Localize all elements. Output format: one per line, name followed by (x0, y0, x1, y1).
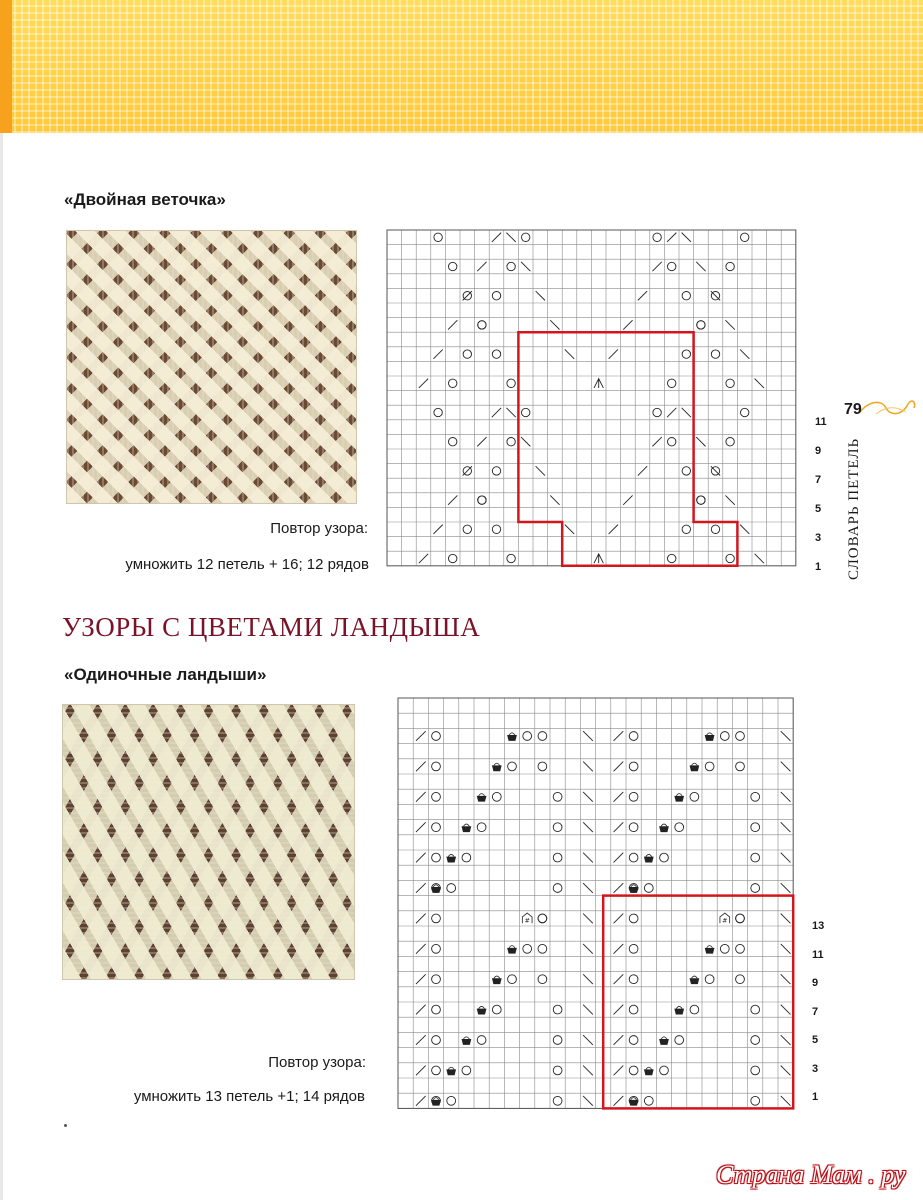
top-band-orange-edge (0, 0, 12, 133)
swirl-ornament-icon (856, 396, 918, 418)
yo-stitch-symbol (736, 762, 745, 771)
yo-stitch-symbol (629, 762, 638, 771)
ssk-stitch-symbol (583, 1066, 593, 1076)
k2tog-stitch-symbol (492, 233, 501, 242)
yo-stitch-symbol (726, 379, 734, 387)
yo-stitch-symbol (523, 944, 532, 953)
yo-stitch-symbol (667, 554, 675, 562)
yo-stitch-symbol (521, 408, 529, 416)
yo-stitch-symbol (434, 408, 442, 416)
yo-stitch-symbol (690, 792, 699, 801)
yo-stitch-symbol (629, 944, 638, 953)
yo-stitch-symbol (629, 823, 638, 832)
pattern1-repeat-label: Повтор узора: (270, 520, 368, 537)
bobble-stitch-symbol (431, 1098, 441, 1106)
k2tog-stitch-symbol (448, 495, 457, 504)
yo-stitch-symbol (751, 1036, 760, 1045)
ssk-stitch-symbol (550, 320, 559, 329)
section-heading: УЗОРЫ С ЦВЕТАМИ ЛАНДЫША (62, 612, 481, 642)
yo-stitch-symbol (523, 732, 532, 741)
ssk-stitch-symbol (583, 944, 593, 954)
bobble-stitch-symbol (477, 1006, 487, 1014)
yo-stitch-symbol (448, 262, 456, 270)
ssk-stitch-symbol (781, 762, 791, 772)
row-number: 9 (812, 977, 819, 989)
ssk-stitch-symbol (550, 495, 559, 504)
bobble-stitch-symbol (659, 1037, 669, 1045)
ssk-stitch-symbol (755, 379, 764, 388)
yo-stitch-symbol (629, 792, 638, 801)
yo-stitch-symbol (492, 291, 500, 299)
row-number: 11 (812, 948, 824, 961)
k2tog-stitch-symbol (419, 554, 428, 563)
yo-stitch-symbol (751, 823, 760, 832)
yo-stitch-symbol (740, 233, 748, 241)
yo-stitch-symbol (492, 350, 500, 358)
bobble-stitch-symbol (507, 946, 517, 954)
yo-stitch-symbol (432, 762, 441, 771)
ssk-stitch-symbol (583, 792, 593, 802)
yo-stitch-symbol (553, 1066, 562, 1075)
yo-stitch-symbol (521, 233, 529, 241)
row-number: 11 (815, 416, 827, 428)
yo-stitch-symbol (553, 853, 562, 862)
pattern1-chart (387, 230, 803, 575)
yo-stitch-symbol (477, 823, 486, 832)
bobble-stitch-symbol (705, 733, 715, 741)
yo-stitch-symbol (697, 321, 705, 329)
k2tog-stitch-symbol (614, 1005, 624, 1015)
yo-stitch-symbol (726, 262, 734, 270)
yo-stitch-symbol (478, 496, 486, 504)
bobble-stitch-symbol (492, 763, 502, 771)
ssk-stitch-symbol (755, 554, 764, 563)
bobble-stitch-symbol (674, 1006, 684, 1014)
chart-grid (387, 230, 796, 566)
k2tog-stitch-symbol (614, 914, 624, 924)
ssk-stitch-symbol (696, 437, 705, 446)
row-number: 7 (815, 474, 822, 486)
ssk-stitch-symbol (781, 792, 791, 802)
k2tog-stitch-symbol (416, 731, 426, 741)
yo-stitch-symbol (740, 408, 748, 416)
ssk-stitch-symbol (740, 349, 749, 358)
yo-stitch-symbol (538, 762, 547, 771)
yo-stitch-symbol (667, 262, 675, 270)
ssk-stitch-symbol (583, 883, 593, 893)
yo-stitch-symbol (675, 823, 684, 832)
k2tog-stitch-symbol (652, 262, 661, 271)
k2tog-stitch-symbol (416, 822, 426, 832)
ssk-stitch-symbol (781, 853, 791, 863)
yo-stitch-symbol (711, 525, 719, 533)
yo-stitch-symbol (553, 1036, 562, 1045)
yo-stitch-symbol (644, 1096, 653, 1105)
ssk-stitch-symbol (781, 914, 791, 924)
ssk-stitch-symbol (583, 853, 593, 863)
yo-stitch-symbol (705, 975, 714, 984)
yo-stitch-symbol (553, 823, 562, 832)
yo-stitch-symbol (432, 853, 441, 862)
k2tog-stitch-symbol (416, 1096, 426, 1106)
side-section-label: СЛОВАРЬ ПЕТЕЛЬ (846, 437, 862, 580)
k2tog-stitch-symbol (416, 883, 426, 893)
ssk-stitch-symbol (781, 731, 791, 741)
ssk-stitch-symbol (536, 291, 545, 300)
yo-stitch-symbol (478, 321, 486, 329)
yo-stitch-symbol (507, 262, 515, 270)
yo-stitch-symbol (434, 233, 442, 241)
k2tog-stitch-symbol (652, 437, 661, 446)
ssk-stitch-symbol (781, 883, 791, 893)
ssk-stitch-symbol (583, 914, 593, 924)
bobble-stitch-symbol (644, 1067, 654, 1075)
ssk-stitch-symbol (583, 822, 593, 832)
bobble-stitch-symbol (674, 794, 684, 802)
k2tog-stitch-symbol (614, 1066, 624, 1076)
yo-stitch-symbol (751, 884, 760, 893)
yo-stitch-symbol (432, 1005, 441, 1014)
ssk-stitch-symbol (781, 1005, 791, 1015)
yo-stitch-symbol (736, 944, 745, 953)
yo-stitch-symbol (538, 975, 547, 984)
watermark-logo: Страна Мам . ру (716, 1160, 906, 1189)
pattern1-knit-photo (66, 230, 357, 504)
yo-stitch-symbol (448, 554, 456, 562)
ssk-stitch-symbol (682, 408, 691, 417)
yo-stitch-symbol (720, 732, 729, 741)
k2tog-stitch-symbol (614, 1096, 624, 1106)
yo-stitch-symbol (432, 732, 441, 741)
ssk-stitch-symbol (781, 944, 791, 954)
yo-stitch-symbol (629, 1036, 638, 1045)
speck (64, 1124, 67, 1127)
decorative-top-band (0, 0, 923, 133)
k2tog-stitch-symbol (416, 944, 426, 954)
pattern2-repeat-label: Повтор узора: (268, 1054, 366, 1071)
page-number: 79 (844, 401, 862, 418)
yo-stitch-symbol (736, 975, 745, 984)
k2tog-stitch-symbol (614, 731, 624, 741)
yo-stitch-symbol (751, 853, 760, 862)
svg-text:#: # (722, 916, 728, 925)
k2tog-stitch-symbol (416, 1035, 426, 1045)
yo-stitch-symbol (508, 975, 517, 984)
row-number: 13 (812, 920, 825, 932)
k2tog-stitch-symbol (614, 853, 624, 863)
yo-stitch-symbol (432, 792, 441, 801)
yo-stitch-symbol (751, 792, 760, 801)
k2tog-stitch-symbol (416, 974, 426, 984)
yo-stitch-symbol (538, 914, 547, 923)
k2tog-stitch-symbol (614, 883, 624, 893)
yo-stitch-symbol (751, 1096, 760, 1105)
k2tog-stitch-symbol (614, 944, 624, 954)
bobble-stitch-symbol (690, 976, 700, 984)
k2tog-stitch-symbol (416, 792, 426, 802)
yo-stitch-symbol (448, 437, 456, 445)
ssk-stitch-symbol (682, 233, 691, 242)
row-number: 5 (812, 1034, 819, 1046)
bobble-stitch-symbol (690, 763, 700, 771)
k2tog-stitch-symbol (609, 525, 618, 534)
ssk-stitch-symbol (583, 1005, 593, 1015)
pattern2-knit-photo (62, 704, 355, 980)
yo-stitch-symbol (492, 525, 500, 533)
ssk-stitch-symbol (565, 525, 574, 534)
pattern2-repeat-formula: умножить 13 петель +1; 14 рядов (133, 1088, 365, 1105)
k2tog-stitch-symbol (623, 320, 632, 329)
ssk-stitch-symbol (781, 1096, 791, 1106)
bobble-stitch-symbol (629, 1098, 639, 1106)
ssk-stitch-symbol (725, 495, 734, 504)
k2tog-stitch-symbol (448, 320, 457, 329)
yo-stitch-symbol (682, 350, 690, 358)
yo-stitch-symbol (492, 467, 500, 475)
bobble-stitch-symbol (462, 1037, 472, 1045)
yo-stitch-symbol (726, 437, 734, 445)
yo-stitch-symbol (432, 914, 441, 923)
bobble-stitch-symbol (446, 854, 456, 862)
ssk-stitch-symbol (521, 262, 530, 271)
yo-stitch-symbol (697, 496, 705, 504)
chart-grid (398, 698, 793, 1108)
yo-stitch-symbol (720, 944, 729, 953)
ssk-stitch-symbol (583, 731, 593, 741)
pattern2-title: «Одиночные ландыши» (64, 665, 267, 684)
row-number: 1 (815, 561, 822, 573)
yo-stitch-symbol (682, 525, 690, 533)
yo-stitch-symbol (432, 1066, 441, 1075)
row-number: 3 (812, 1062, 819, 1075)
svg-text:#: # (524, 916, 530, 925)
yo-stitch-symbol (653, 408, 661, 416)
k2tog-stitch-symbol (614, 792, 624, 802)
yo-stitch-symbol (629, 853, 638, 862)
ssk-stitch-symbol (725, 320, 734, 329)
ssk-stitch-symbol (583, 1096, 593, 1106)
k2tog-stitch-symbol (609, 349, 618, 358)
ssk-stitch-symbol (781, 822, 791, 832)
ssk-stitch-symbol (583, 1035, 593, 1045)
k2tog-stitch-symbol (419, 379, 428, 388)
bobble-stitch-symbol (659, 824, 669, 832)
k2tog-stitch-symbol (614, 974, 624, 984)
yo-stitch-symbol (629, 975, 638, 984)
ssk-stitch-symbol (781, 1035, 791, 1045)
ssk-stitch-symbol (583, 762, 593, 772)
yo-stitch-symbol (462, 1066, 471, 1075)
pattern2-chart (398, 698, 795, 1102)
k2tog-stitch-symbol (638, 291, 647, 300)
ssk-stitch-symbol (521, 437, 530, 446)
dec3-stitch-symbol (594, 554, 603, 563)
k2tog-stitch-symbol (614, 822, 624, 832)
ssk-stitch-symbol (696, 262, 705, 271)
yo-stitch-symbol (726, 554, 734, 562)
yo-stitch-symbol (432, 975, 441, 984)
yo-stitch-symbol (736, 732, 745, 741)
yo-stitch-symbol (690, 1005, 699, 1014)
bobble-stitch-symbol (462, 824, 472, 832)
ssk-stitch-symbol (506, 408, 515, 417)
bobble-stitch-symbol (431, 885, 441, 893)
yo-stitch-symbol (432, 944, 441, 953)
bobble-stitch-symbol (644, 854, 654, 862)
ssk-stitch-symbol (740, 525, 749, 534)
yo-stitch-symbol (736, 914, 745, 923)
k2tog-stitch-symbol (416, 853, 426, 863)
k2tog-stitch-symbol (477, 437, 486, 446)
k2tog-stitch-symbol (614, 1035, 624, 1045)
yo-stitch-symbol (553, 884, 562, 893)
yo-stitch-symbol (751, 1005, 760, 1014)
yo-stitch-symbol (432, 823, 441, 832)
yo-stitch-symbol (667, 437, 675, 445)
pattern1-title: «Двойная веточка» (64, 190, 226, 209)
k2tog-stitch-symbol (416, 1066, 426, 1076)
yo-stitch-symbol (538, 944, 547, 953)
bobble-stitch-symbol (492, 976, 502, 984)
k2tog-stitch-symbol (492, 408, 501, 417)
yo-stitch-symbol (463, 525, 471, 533)
yo-stitch-symbol (507, 437, 515, 445)
yo-stitch-symbol (462, 853, 471, 862)
yo-stitch-symbol (644, 884, 653, 893)
yo-stitch-symbol (492, 792, 501, 801)
yo-stitch-symbol (553, 1096, 562, 1105)
ssk-stitch-symbol (781, 1066, 791, 1076)
yo-stitch-symbol (653, 233, 661, 241)
yo-stitch-symbol (477, 1036, 486, 1045)
ssk-stitch-symbol (781, 974, 791, 984)
yo-stitch-symbol (492, 1005, 501, 1014)
k2tog-stitch-symbol (667, 233, 676, 242)
yo-stitch-symbol (629, 732, 638, 741)
pattern1-repeat-formula: умножить 12 петель + 16; 12 рядов (125, 556, 369, 573)
row-number: 9 (815, 445, 822, 457)
ssk-stitch-symbol (506, 233, 515, 242)
cluster-stitch-symbol (522, 913, 532, 924)
yo-stitch-symbol (507, 554, 515, 562)
yo-stitch-symbol (447, 884, 456, 893)
yo-stitch-symbol (660, 853, 669, 862)
yo-stitch-symbol (660, 1066, 669, 1075)
k2tog-stitch-symbol (667, 408, 676, 417)
yo-stitch-symbol (463, 350, 471, 358)
yo-stitch-symbol (682, 291, 690, 299)
row-number: 7 (812, 1005, 819, 1018)
yo-stitch-symbol (507, 379, 515, 387)
k2tog-stitch-symbol (477, 262, 486, 271)
k2tog-stitch-symbol (416, 762, 426, 772)
bobble-stitch-symbol (507, 733, 517, 741)
yo-stitch-symbol (553, 1005, 562, 1014)
k2tog-stitch-symbol (416, 1005, 426, 1015)
yo-stitch-symbol (629, 1066, 638, 1075)
row-number: 1 (812, 1091, 819, 1103)
yo-stitch-symbol (675, 1036, 684, 1045)
yo-stitch-symbol (508, 762, 517, 771)
yo-stitch-symbol (629, 914, 638, 923)
yo-stitch-symbol (682, 467, 690, 475)
row-number: 3 (815, 532, 822, 544)
ssk-stitch-symbol (565, 349, 574, 358)
yo-stitch-symbol (629, 1005, 638, 1014)
yo-stitch-symbol (538, 732, 547, 741)
bobble-stitch-symbol (477, 794, 487, 802)
k2tog-stitch-symbol (433, 525, 442, 534)
bobble-stitch-symbol (446, 1067, 456, 1075)
bobble-stitch-symbol (705, 946, 715, 954)
yo-stitch-symbol (751, 1066, 760, 1075)
yo-stitch-symbol (553, 792, 562, 801)
ssk-stitch-symbol (583, 974, 593, 984)
yo-stitch-symbol (432, 1036, 441, 1045)
k2tog-stitch-symbol (614, 762, 624, 772)
page-edge (0, 133, 3, 1200)
yo-stitch-symbol (711, 350, 719, 358)
k2tog-stitch-symbol (416, 914, 426, 924)
k2tog-stitch-symbol (433, 349, 442, 358)
dec3-stitch-symbol (594, 379, 603, 388)
yo-stitch-symbol (667, 379, 675, 387)
yo-stitch-symbol (447, 1096, 456, 1105)
bobble-stitch-symbol (629, 885, 639, 893)
k2tog-stitch-symbol (638, 466, 647, 475)
ssk-stitch-symbol (536, 466, 545, 475)
row-number: 5 (815, 503, 822, 515)
yo-stitch-symbol (448, 379, 456, 387)
yo-stitch-symbol (705, 762, 714, 771)
cluster-stitch-symbol (720, 913, 730, 924)
k2tog-stitch-symbol (623, 495, 632, 504)
